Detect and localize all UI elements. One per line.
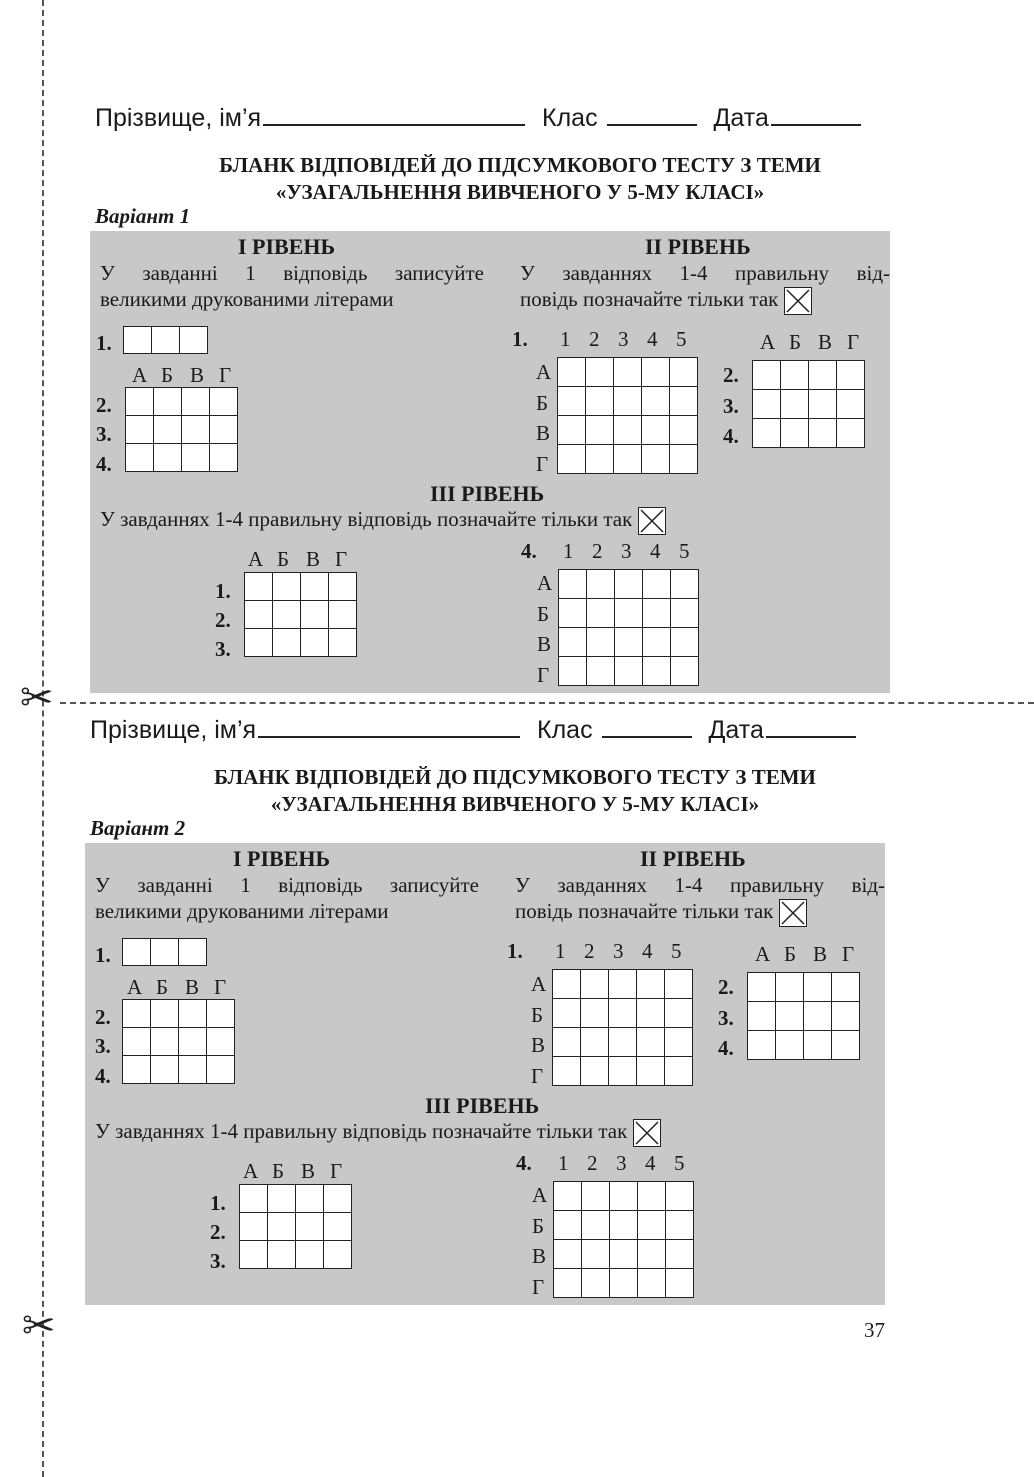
answer-cell[interactable] [151,1056,179,1084]
grid-row-letters: А Б В Г [537,571,553,687]
answer-cell[interactable] [670,358,698,387]
date-label: Дата [708,716,764,744]
answer-cell[interactable] [753,361,781,390]
answer-cell[interactable] [151,939,179,966]
task-1-answer-boxes[interactable] [123,326,208,354]
answer-cell[interactable] [581,1057,609,1086]
class-field[interactable] [602,714,692,738]
level-3-heading: ІІІ РІВЕНЬ [425,1093,540,1118]
answer-cell[interactable] [179,1056,207,1084]
answer-cell[interactable] [804,1031,832,1060]
answer-cell[interactable] [665,1028,693,1057]
answer-cell[interactable] [558,416,586,445]
answer-cell[interactable] [809,361,837,390]
level-1-instruction: У завданні 1 відповідь записуйте великими друкованими літерами [100,261,484,311]
level-2-instruction-line-1: У завданнях 1-4 правильну від- [515,873,885,897]
answer-cell[interactable] [240,1213,268,1241]
grid-column-numbers: 1 2 3 4 5 [560,327,687,351]
task-1-matching-grid[interactable] [552,969,693,1086]
grid-column-labels: А Б В Г [127,975,227,999]
grid-column-labels: А Б В Г [132,363,232,387]
answer-cell[interactable] [666,1240,694,1269]
answer-cell[interactable] [748,1031,776,1060]
answer-cell[interactable] [207,1000,235,1028]
answer-cell[interactable] [615,570,643,599]
tasks-1-3-answer-grid[interactable] [239,1184,352,1269]
level-3-heading: ІІІ РІВЕНЬ [430,481,545,506]
level-2-instruction-line-2: повідь позначайте тільки так [520,286,890,315]
answer-cell[interactable] [748,1002,776,1031]
answer-cell[interactable] [268,1241,296,1269]
answer-sheet-variant-1 [0,0,1034,687]
answer-cell[interactable] [301,573,329,601]
cross-mark-icon [779,899,807,927]
answer-cell[interactable] [581,1028,609,1057]
answer-cell[interactable] [182,444,210,472]
date-field[interactable] [771,102,861,126]
grid-column-numbers: 1 2 3 4 5 [563,539,690,563]
answer-cell[interactable] [126,444,154,472]
answer-cell[interactable] [670,445,698,474]
level-3-instruction: У завданнях 1-4 правильну відповідь позначайте тільки так [100,506,880,535]
class-label: Клас [542,104,598,132]
answer-cell[interactable] [776,1031,804,1060]
name-label: Прізвище, ім’я [95,104,262,132]
answer-cell[interactable] [273,573,301,601]
scissors-icon: ✂ [22,1303,56,1349]
answer-cell[interactable] [638,1269,666,1298]
answer-cell[interactable] [781,419,809,448]
answer-cell[interactable] [753,390,781,419]
answer-cell[interactable] [329,573,357,601]
answer-cell[interactable] [609,970,637,999]
answer-cell[interactable] [832,1031,860,1060]
answer-cell[interactable] [554,1240,582,1269]
answer-cell[interactable] [610,1182,638,1211]
answer-cell[interactable] [609,1057,637,1086]
level-1-heading: І РІВЕНЬ [238,234,336,259]
answer-cell[interactable] [614,387,642,416]
answer-cell[interactable] [638,1211,666,1240]
answer-cell[interactable] [240,1241,268,1269]
answer-cell[interactable] [179,1000,207,1028]
answer-cell[interactable] [781,390,809,419]
tasks-2-4-answer-grid[interactable] [125,387,238,472]
header-fields [95,102,871,133]
answer-cell[interactable] [665,970,693,999]
answer-cell[interactable] [207,1028,235,1056]
answer-cell[interactable] [182,416,210,444]
answer-cell[interactable] [124,327,152,354]
answer-cell[interactable] [210,388,238,416]
answer-cell[interactable] [296,1241,324,1269]
page-number: 37 [864,1318,885,1342]
task-4-matching-grid[interactable] [553,1181,694,1298]
date-label: Дата [713,104,769,132]
answer-cell[interactable] [586,387,614,416]
answer-cell[interactable] [670,387,698,416]
answer-cell[interactable] [207,1056,235,1084]
answer-panel: І РІВЕНЬ ІІ РІВЕНЬ У завданні 1 відповідь записуйте великими друкованими літерами У завданнях 1-4 правильну від- повідь позначайте тільки так 1. А Б В Г 2. 3. 4. 1. 1 2 3 4 5 А Б В Г А Б В Г 2. 3. 4. ІІІ РІВЕНЬ У завданнях 1-4 правильну відповідь позначайте тільки так А Б В Г 1. 2. 3. 4. 1 2 3 4 5 А Б В Г [90,231,890,693]
level-2-heading: ІІ РІВЕНЬ [640,846,746,871]
answer-cell[interactable] [666,1211,694,1240]
answer-cell[interactable] [638,1182,666,1211]
answer-cell[interactable] [123,1028,151,1056]
answer-cell[interactable] [240,1185,268,1213]
task-1-answer-boxes[interactable] [122,938,207,966]
answer-cell[interactable] [123,939,151,966]
answer-cell[interactable] [837,419,865,448]
answer-cell[interactable] [324,1213,352,1241]
answer-cell[interactable] [642,358,670,387]
level-2-instruction-line-2: повідь позначайте тільки так [515,898,885,927]
answer-cell[interactable] [804,1002,832,1031]
level-1-heading: І РІВЕНЬ [233,846,331,871]
answer-cell[interactable] [665,999,693,1028]
answer-cell[interactable] [582,1240,610,1269]
answer-cell[interactable] [614,445,642,474]
answer-cell[interactable] [151,1000,179,1028]
answer-cell[interactable] [558,387,586,416]
name-field[interactable] [263,102,525,126]
answer-cell[interactable] [123,1000,151,1028]
answer-cell[interactable] [637,1057,665,1086]
tasks-2-4-answer-grid[interactable] [122,999,235,1084]
answer-panel: І РІВЕНЬ ІІ РІВЕНЬ У завданні 1 відповідь записуйте великими друкованими літерами У завданнях 1-4 правильну від- повідь позначайте тільки так 1. А Б В Г 2. 3. 4. 1. 1 2 3 4 5 А Б В Г А Б В Г 2. 3. 4. ІІІ РІВЕНЬ У завданнях 1-4 правильну відповідь позначайте тільки так А Б В Г 1. 2. 3. 4. 1 2 3 4 5 А Б В Г [85,843,885,1305]
answer-cell[interactable] [832,1002,860,1031]
answer-cell[interactable] [582,1182,610,1211]
answer-cell[interactable] [581,999,609,1028]
answer-cell[interactable] [554,1269,582,1298]
answer-cell[interactable] [637,1028,665,1057]
answer-cell[interactable] [553,970,581,999]
answer-cell[interactable] [610,1240,638,1269]
grid-column-labels: А Б В Г [243,1159,343,1183]
answer-cell[interactable] [582,1211,610,1240]
answer-cell[interactable] [586,445,614,474]
answer-cell[interactable] [210,444,238,472]
answer-cell[interactable] [154,416,182,444]
answer-cell[interactable] [614,358,642,387]
answer-cell[interactable] [582,1269,610,1298]
answer-cell[interactable] [753,419,781,448]
answer-cell[interactable] [587,570,615,599]
answer-cell[interactable] [642,387,670,416]
answer-cell[interactable] [837,390,865,419]
answer-cell[interactable] [609,999,637,1028]
answer-cell[interactable] [586,416,614,445]
answer-cell[interactable] [670,416,698,445]
tasks-2-4-answer-grid[interactable] [752,360,865,448]
answer-cell[interactable] [776,973,804,1002]
answer-cell[interactable] [637,970,665,999]
grid-row-letters: А Б В Г [531,972,547,1088]
answer-cell[interactable] [553,1057,581,1086]
tasks-2-4-answer-grid[interactable] [747,972,860,1060]
answer-cell[interactable] [832,973,860,1002]
answer-cell[interactable] [776,1002,804,1031]
answer-cell[interactable] [581,970,609,999]
grid-column-numbers: 1 2 3 4 5 [558,1151,685,1175]
cross-mark-icon [633,1119,661,1147]
answer-cell[interactable] [554,1211,582,1240]
answer-cell[interactable] [296,1185,324,1213]
scissors-icon: ✂ [20,675,54,721]
answer-cell[interactable] [210,416,238,444]
grid-row-letters: А Б В Г [536,360,552,476]
name-label: Прізвище, ім’я [90,716,257,744]
answer-cell[interactable] [665,1057,693,1086]
level-3-instruction: У завданнях 1-4 правильну відповідь позначайте тільки так [95,1118,875,1147]
answer-cell[interactable] [666,1182,694,1211]
answer-cell[interactable] [324,1185,352,1213]
variant-label: Варіант 2 [90,816,186,840]
answer-cell[interactable] [558,358,586,387]
answer-cell[interactable] [642,445,670,474]
header-fields [90,714,866,745]
answer-cell[interactable] [609,1028,637,1057]
answer-cell[interactable] [809,419,837,448]
answer-cell[interactable] [126,416,154,444]
name-field[interactable] [258,714,520,738]
answer-cell[interactable] [554,1182,582,1211]
grid-column-labels: А Б В Г [755,942,855,966]
date-field[interactable] [766,714,856,738]
answer-cell[interactable] [809,390,837,419]
answer-cell[interactable] [553,999,581,1028]
answer-cell[interactable] [152,327,180,354]
answer-cell[interactable] [642,416,670,445]
answer-cell[interactable] [559,570,587,599]
cross-mark-icon [784,287,812,315]
answer-cell[interactable] [804,973,832,1002]
grid-column-labels: А Б В Г [248,547,348,571]
grid-column-numbers: 1 2 3 4 5 [555,939,682,963]
answer-cell[interactable] [179,1028,207,1056]
answer-cell[interactable] [586,358,614,387]
cross-mark-icon [638,507,666,535]
answer-cell[interactable] [781,361,809,390]
answer-cell[interactable] [748,973,776,1002]
answer-cell[interactable] [324,1241,352,1269]
grid-row-letters: А Б В Г [532,1183,548,1299]
answer-cell[interactable] [245,573,273,601]
answer-cell[interactable] [610,1269,638,1298]
class-field[interactable] [607,102,697,126]
answer-cell[interactable] [151,1028,179,1056]
answer-cell[interactable] [154,388,182,416]
answer-cell[interactable] [553,1028,581,1057]
variant-label: Варіант 1 [95,204,191,228]
answer-cell[interactable] [614,416,642,445]
answer-cell[interactable] [643,570,671,599]
answer-cell[interactable] [610,1211,638,1240]
sheet-title: БЛАНК ВІДПОВІДЕЙ ДО ПІДСУМКОВОГО ТЕСТУ З ТЕМИ «УЗАГАЛЬНЕННЯ ВИВЧЕНОГО У 5-МУ КЛАСІ» [214,765,816,816]
task-1-matching-grid[interactable] [557,357,698,474]
answer-cell[interactable] [126,388,154,416]
answer-cell[interactable] [123,1056,151,1084]
answer-cell[interactable] [671,570,699,599]
answer-cell[interactable] [296,1213,324,1241]
class-label: Клас [537,716,593,744]
answer-cell[interactable] [837,361,865,390]
grid-column-labels: А Б В Г [760,330,860,354]
answer-cell[interactable] [180,327,208,354]
level-2-instruction-line-1: У завданнях 1-4 правильну від- [520,261,890,285]
sheet-title: БЛАНК ВІДПОВІДЕЙ ДО ПІДСУМКОВОГО ТЕСТУ З ТЕМИ «УЗАГАЛЬНЕННЯ ВИВЧЕНОГО У 5-МУ КЛАСІ» [219,153,821,204]
answer-cell[interactable] [638,1240,666,1269]
answer-cell[interactable] [558,445,586,474]
level-2-heading: ІІ РІВЕНЬ [645,234,751,259]
answer-cell[interactable] [666,1269,694,1298]
answer-cell[interactable] [182,388,210,416]
answer-cell[interactable] [268,1213,296,1241]
level-1-instruction: У завданні 1 відповідь записуйте великими друкованими літерами [95,873,479,923]
answer-cell[interactable] [154,444,182,472]
answer-cell[interactable] [268,1185,296,1213]
answer-cell[interactable] [179,939,207,966]
answer-sheet-variant-2 [0,612,1034,1299]
answer-cell[interactable] [637,999,665,1028]
